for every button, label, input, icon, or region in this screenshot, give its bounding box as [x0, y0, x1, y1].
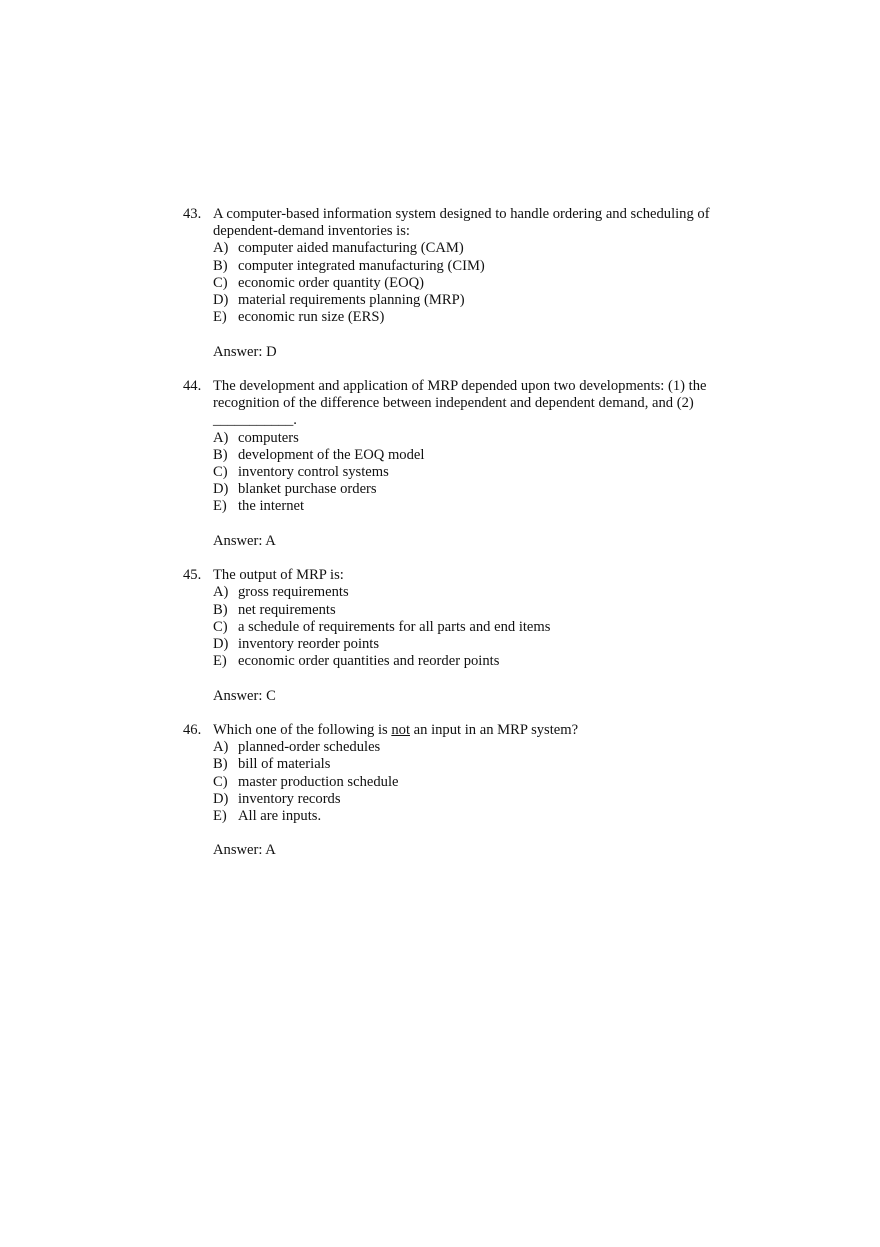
document-page — [183, 206, 743, 877]
stem-text: A computer-based information system designed to handle ordering and scheduling of dependent-demand inventories is: — [213, 206, 710, 240]
option-text: economic order quantity (EOQ) — [238, 274, 425, 291]
option-text: net requirements — [238, 601, 336, 618]
options-list — [213, 240, 743, 326]
option-letter: B) — [213, 257, 228, 274]
question-45 — [183, 567, 743, 705]
options-list — [213, 430, 743, 516]
option-item — [213, 808, 743, 825]
option-item — [213, 602, 743, 619]
option-letter: D) — [213, 790, 229, 807]
option-text: blanket purchase orders — [238, 481, 377, 498]
option-text: development of the EOQ model — [238, 446, 425, 463]
question-46 — [183, 722, 743, 860]
option-letter: B) — [213, 601, 228, 618]
option-text: material requirements planning (MRP) — [238, 292, 465, 309]
option-letter: D) — [213, 636, 229, 653]
option-text: economic order quantities and reorder points — [238, 653, 500, 670]
option-letter: E) — [213, 498, 227, 515]
option-letter: C) — [213, 773, 228, 790]
stem-text: Which one of the following is — [213, 722, 392, 738]
option-item — [213, 756, 743, 773]
option-item — [213, 275, 743, 292]
option-letter: E) — [213, 808, 227, 825]
question-number: 45. — [183, 567, 202, 584]
option-text: inventory records — [238, 790, 341, 807]
question-43 — [183, 206, 743, 361]
option-item — [213, 464, 743, 481]
option-item — [213, 636, 743, 653]
answer-line: Answer: C — [213, 687, 276, 704]
option-item — [213, 481, 743, 498]
option-text: computer integrated manufacturing (CIM) — [238, 257, 485, 274]
question-44 — [183, 378, 743, 550]
option-text: All are inputs. — [238, 808, 322, 825]
answer-line: Answer: A — [213, 532, 276, 549]
option-letter: D) — [213, 292, 229, 309]
option-item — [213, 774, 743, 791]
option-item — [213, 653, 743, 670]
option-letter: B) — [213, 446, 228, 463]
question-text — [213, 378, 743, 430]
answer-line: Answer: A — [213, 842, 276, 859]
question-text — [213, 722, 578, 739]
option-text: inventory reorder points — [238, 636, 380, 653]
option-item — [213, 240, 743, 257]
option-item — [213, 619, 743, 636]
question-stem — [183, 206, 743, 240]
option-item — [213, 292, 743, 309]
option-letter: A) — [213, 240, 229, 257]
option-text: the internet — [238, 498, 305, 515]
option-item — [213, 258, 743, 275]
option-letter: A) — [213, 584, 229, 601]
stem-text: The output of MRP is: — [213, 567, 344, 584]
option-letter: E) — [213, 309, 227, 326]
question-number: 43. — [183, 206, 202, 222]
option-item — [213, 739, 743, 756]
option-letter: C) — [213, 464, 228, 481]
option-item — [213, 430, 743, 447]
option-text: gross requirements — [238, 584, 349, 601]
stem-emphasis: not — [391, 722, 410, 738]
option-text: master production schedule — [238, 773, 399, 790]
option-text: bill of materials — [238, 756, 331, 773]
question-text — [213, 567, 344, 584]
option-text: computer aided manufacturing (CAM) — [238, 240, 464, 257]
option-letter: C) — [213, 618, 228, 635]
option-letter: D) — [213, 481, 229, 498]
option-item — [213, 584, 743, 601]
question-stem — [183, 567, 743, 584]
question-stem — [183, 378, 743, 430]
stem-text-end: an input in an MRP system? — [410, 722, 579, 738]
option-letter: A) — [213, 429, 229, 446]
answer-line: Answer: D — [213, 343, 277, 360]
option-text: planned-order schedules — [238, 739, 381, 756]
option-letter: A) — [213, 739, 229, 756]
option-letter: C) — [213, 274, 228, 291]
option-text: a schedule of requirements for all parts and end items — [238, 618, 551, 635]
question-number: 46. — [183, 722, 202, 738]
question-number: 44. — [183, 378, 202, 394]
option-item — [213, 447, 743, 464]
option-text: economic run size (ERS) — [238, 309, 385, 326]
option-letter: E) — [213, 653, 227, 670]
question-stem — [183, 722, 743, 739]
option-item — [213, 498, 743, 515]
option-text: inventory control systems — [238, 464, 389, 481]
option-item — [213, 791, 743, 808]
stem-text: The development and application of MRP depended upon two developments: (1) the recognition of the difference between independent and dependent demand, and (2) ___________. — [213, 378, 707, 429]
option-item — [213, 309, 743, 326]
options-list — [213, 739, 743, 825]
question-text — [213, 206, 743, 240]
options-list — [213, 584, 743, 670]
option-letter: B) — [213, 756, 228, 773]
option-text: computers — [238, 429, 299, 446]
